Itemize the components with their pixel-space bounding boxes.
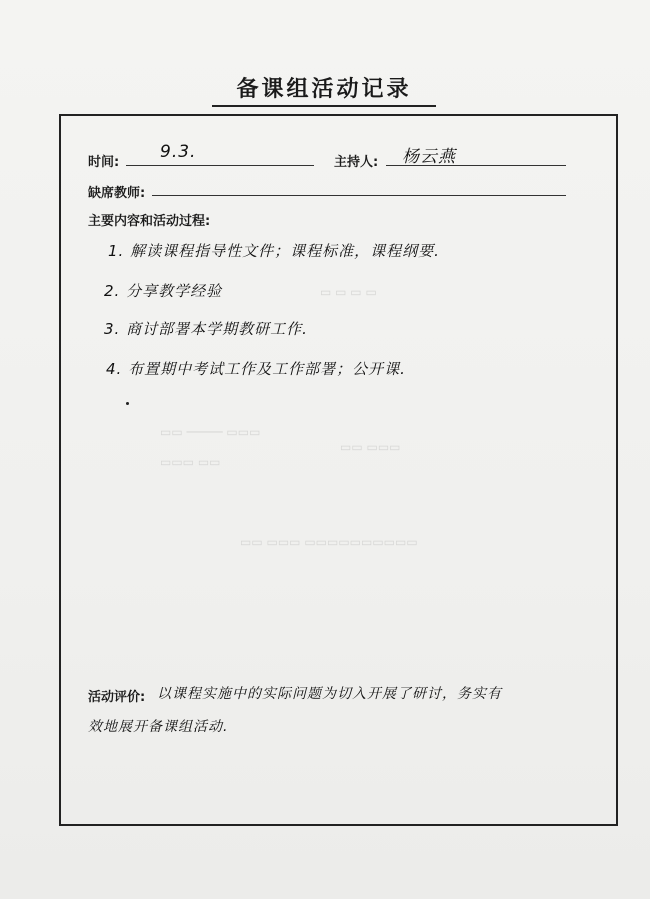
- bleed-through-mark: ▭▭ ▭▭▭: [340, 440, 401, 454]
- evaluation-label: 活动评价:: [88, 690, 146, 705]
- process-item-1: 1. 解读课程指导性文件；课程标准，课程纲要.: [108, 242, 440, 260]
- evaluation-line-2: 效地展开备课组活动.: [88, 719, 229, 735]
- ink-dot: [126, 402, 129, 405]
- bleed-through-mark: ▭▭ ───── ▭▭▭: [160, 425, 261, 439]
- bleed-through-mark: ▭ ▭ ▭ ▭: [320, 285, 377, 299]
- process-item-2: 2. 分享教学经验: [104, 282, 223, 300]
- process-item-3: 3. 商讨部署本学期教研工作.: [104, 320, 308, 338]
- absent-teachers-underline: [152, 195, 566, 196]
- time-label: 时间:: [88, 155, 120, 170]
- host-label: 主持人:: [334, 155, 379, 170]
- time-value: 9.3.: [160, 142, 197, 162]
- host-value: 杨云燕: [402, 147, 456, 167]
- time-underline: [126, 165, 314, 166]
- document-title: 备课组活动记录: [212, 72, 436, 107]
- absent-teachers-label: 缺席教师:: [88, 186, 146, 201]
- process-item-4: 4. 布置期中考试工作及工作部署；公开课.: [106, 360, 406, 378]
- evaluation-line-1: 以课程实施中的实际问题为切入开展了研讨，务实有: [157, 686, 502, 702]
- bleed-through-mark: ▭▭ ▭▭▭ ▭▭▭▭▭▭▭▭▭▭: [240, 535, 418, 549]
- bleed-through-mark: ▭▭▭ ▭▭: [160, 455, 221, 469]
- process-label: 主要内容和活动过程:: [88, 214, 211, 229]
